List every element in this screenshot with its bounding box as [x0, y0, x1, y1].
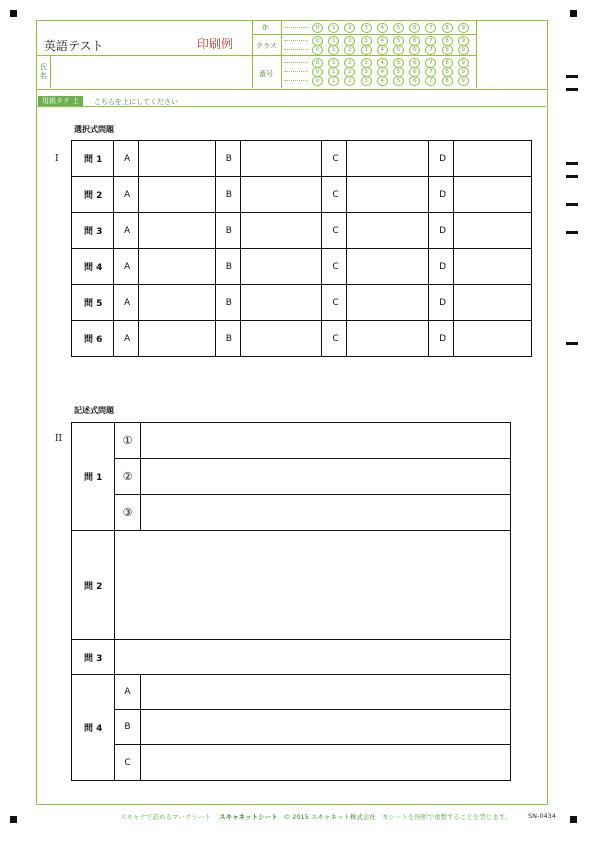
digit-bubble[interactable]: 4	[377, 58, 388, 68]
digit-bubble[interactable]: 9	[458, 76, 469, 86]
mc-option-label: A	[113, 177, 138, 213]
digit-bubble[interactable]: 1	[328, 36, 339, 46]
mc-option-label: A	[113, 285, 138, 321]
dotted-leader	[284, 62, 308, 63]
digit-bubble[interactable]: 5	[393, 67, 404, 77]
registration-mark-bottom-left	[10, 816, 17, 823]
mc-question-label: 問 3	[72, 213, 114, 249]
mc-answer-box[interactable]	[454, 213, 532, 249]
digit-bubble[interactable]: 6	[409, 23, 420, 33]
digit-bubble[interactable]: 1	[328, 67, 339, 77]
digit-bubble[interactable]: 9	[458, 67, 469, 77]
mc-option-label: D	[429, 213, 454, 249]
written-q1-sub2-answer-box[interactable]	[141, 459, 511, 495]
section2-roman: II	[55, 434, 63, 444]
dotted-leader	[284, 80, 308, 81]
registration-mark-bottom-right	[570, 816, 577, 823]
digit-bubble[interactable]: 3	[361, 45, 372, 55]
mc-option-label: B	[215, 177, 240, 213]
digit-bubble[interactable]: 8	[442, 67, 453, 77]
mc-option-label: C	[322, 285, 347, 321]
digit-bubble[interactable]: 2	[344, 76, 355, 86]
footer-left-text: スキャナで読めるマークシート	[120, 813, 211, 821]
mc-answer-box[interactable]	[347, 177, 429, 213]
digit-bubble[interactable]: 4	[377, 67, 388, 77]
digit-bubble[interactable]: 0	[312, 45, 323, 55]
mc-answer-box[interactable]	[454, 177, 532, 213]
digit-bubble[interactable]: 8	[442, 23, 453, 33]
digit-bubble[interactable]: 2	[344, 58, 355, 68]
written-q1-sub3-answer-box[interactable]	[141, 495, 511, 531]
mc-answer-box[interactable]	[138, 141, 215, 177]
orientation-text: こちらを上にしてください	[94, 98, 178, 106]
id-row-divider	[252, 34, 476, 35]
mc-answer-box[interactable]	[454, 141, 532, 177]
mc-option-label: B	[215, 213, 240, 249]
written-q1-sub3-label: ③	[115, 495, 141, 531]
mc-option-label: C	[322, 141, 347, 177]
mc-row	[72, 141, 532, 177]
mc-option-label: C	[322, 249, 347, 285]
mc-option-label: A	[113, 213, 138, 249]
id-row-divider	[252, 55, 476, 56]
mc-option-label: D	[429, 177, 454, 213]
mc-answer-box[interactable]	[240, 321, 322, 357]
mc-question-label: 問 4	[72, 249, 114, 285]
written-q4-label: 問 4	[72, 675, 115, 781]
mc-answer-box[interactable]	[347, 249, 429, 285]
written-answer-table	[71, 422, 511, 781]
digit-bubble[interactable]: 0	[312, 67, 323, 77]
digit-bubble[interactable]: 5	[393, 36, 404, 46]
digit-bubble[interactable]: 1	[328, 23, 339, 33]
test-title: 英語テスト	[44, 39, 104, 53]
mc-option-label: D	[429, 285, 454, 321]
digit-bubble[interactable]: 0	[312, 36, 323, 46]
mc-option-label: B	[215, 141, 240, 177]
section1-title: 選択式問題	[74, 125, 114, 134]
digit-bubble[interactable]: 9	[458, 23, 469, 33]
written-q3-answer-box[interactable]	[115, 640, 511, 675]
mc-row	[72, 285, 532, 321]
number-label: 番号	[259, 70, 273, 78]
digit-bubble[interactable]: 1	[328, 58, 339, 68]
footer-copyright: © 2015 スキャネット株式会社	[283, 813, 376, 821]
mc-option-label: C	[322, 177, 347, 213]
timing-mark	[566, 88, 578, 91]
mc-row	[72, 213, 532, 249]
digit-bubble[interactable]: 0	[312, 76, 323, 86]
mc-answer-box[interactable]	[347, 285, 429, 321]
digit-bubble[interactable]: 8	[442, 36, 453, 46]
digit-bubble[interactable]: 4	[377, 36, 388, 46]
multiple-choice-table	[71, 140, 532, 357]
written-q1-sub1-answer-box[interactable]	[141, 423, 511, 459]
written-q3-label: 問 3	[72, 640, 115, 675]
footer-notice: 本シートを無断で複製することを禁じます。	[381, 813, 512, 821]
mc-option-label: A	[113, 141, 138, 177]
mc-answer-box[interactable]	[138, 285, 215, 321]
written-q1-label: 問 1	[72, 423, 115, 531]
mc-option-label: A	[113, 249, 138, 285]
mc-option-label: B	[215, 285, 240, 321]
mc-answer-box[interactable]	[138, 249, 215, 285]
mc-option-label: A	[113, 321, 138, 357]
digit-bubble[interactable]: 6	[409, 45, 420, 55]
timing-mark	[566, 175, 578, 178]
digit-bubble[interactable]: 5	[393, 45, 404, 55]
mc-row	[72, 249, 532, 285]
mc-answer-box[interactable]	[347, 141, 429, 177]
registration-mark-top-right	[570, 10, 577, 17]
mc-answer-box[interactable]	[240, 141, 322, 177]
timing-mark	[566, 75, 578, 78]
year-label: 年	[262, 24, 269, 32]
digit-bubble[interactable]: 6	[409, 36, 420, 46]
digit-bubble[interactable]: 8	[442, 76, 453, 86]
digit-bubble[interactable]: 5	[393, 58, 404, 68]
orientation-underline	[36, 106, 546, 107]
footer	[120, 812, 511, 821]
digit-bubble[interactable]: 0	[312, 58, 323, 68]
dotted-leader	[284, 27, 308, 28]
section1-roman: I	[55, 154, 59, 164]
digit-bubble[interactable]: 3	[361, 76, 372, 86]
digit-bubble[interactable]: 9	[458, 45, 469, 55]
dotted-leader	[284, 40, 308, 41]
mc-answer-box[interactable]	[454, 321, 532, 357]
digit-bubble[interactable]: 6	[409, 76, 420, 86]
written-q4-sub-b-answer-box[interactable]	[141, 710, 511, 745]
digit-bubble[interactable]: 7	[425, 23, 436, 33]
digit-bubble[interactable]: 9	[458, 58, 469, 68]
written-q1-sub2-label: ②	[115, 459, 141, 495]
digit-bubble[interactable]: 4	[377, 76, 388, 86]
name-label-divider	[50, 56, 51, 88]
digit-bubble[interactable]: 3	[361, 23, 372, 33]
footer-brand: スキャネットシート	[219, 813, 278, 821]
section2-title: 記述式問題	[74, 406, 114, 415]
written-q4-sub-a-answer-box[interactable]	[141, 675, 511, 710]
mc-row	[72, 321, 532, 357]
mc-row	[72, 177, 532, 213]
timing-mark	[566, 203, 578, 206]
mc-option-label: B	[215, 249, 240, 285]
mc-answer-box[interactable]	[240, 285, 322, 321]
mc-question-label: 問 6	[72, 321, 114, 357]
mc-answer-box[interactable]	[454, 249, 532, 285]
digit-bubble[interactable]: 1	[328, 76, 339, 86]
digit-bubble[interactable]: 5	[393, 76, 404, 86]
mc-answer-box[interactable]	[347, 213, 429, 249]
class-label: クラス	[256, 42, 277, 50]
mc-option-label: D	[429, 249, 454, 285]
digit-bubble[interactable]: 6	[409, 67, 420, 77]
mc-answer-box[interactable]	[138, 213, 215, 249]
name-label: 氏 名	[40, 63, 47, 80]
mc-question-label: 問 5	[72, 285, 114, 321]
form-code: SN-0434	[528, 812, 556, 820]
mc-question-label: 問 1	[72, 141, 114, 177]
written-q4-sub-b-label: B	[115, 710, 141, 745]
digit-bubble[interactable]: 5	[393, 23, 404, 33]
written-q1-sub1-label: ①	[115, 423, 141, 459]
timing-mark	[566, 231, 578, 234]
mc-question-label: 問 2	[72, 177, 114, 213]
digit-bubble[interactable]: 8	[442, 58, 453, 68]
written-q2-label: 問 2	[72, 531, 115, 640]
mc-answer-box[interactable]	[454, 285, 532, 321]
digit-bubble[interactable]: 6	[409, 58, 420, 68]
written-q4-sub-c-answer-box[interactable]	[141, 745, 511, 781]
mc-answer-box[interactable]	[240, 249, 322, 285]
mc-answer-box[interactable]	[240, 213, 322, 249]
mc-answer-box[interactable]	[347, 321, 429, 357]
mc-option-label: C	[322, 321, 347, 357]
id-block-divider	[252, 20, 253, 88]
digit-bubble[interactable]: 4	[377, 45, 388, 55]
written-q4-sub-a-label: A	[115, 675, 141, 710]
print-example-label: 印刷例	[197, 37, 234, 51]
mc-option-label: C	[322, 213, 347, 249]
digit-bubble[interactable]: 0	[312, 23, 323, 33]
digit-bubble[interactable]: 2	[344, 23, 355, 33]
timing-mark	[566, 342, 578, 345]
mc-answer-box[interactable]	[240, 177, 322, 213]
digit-bubble[interactable]: 1	[328, 45, 339, 55]
dotted-leader	[284, 49, 308, 50]
digit-bubble[interactable]: 9	[458, 36, 469, 46]
written-q2-answer-box[interactable]	[115, 531, 511, 640]
mc-option-label: B	[215, 321, 240, 357]
orientation-tag: 用紙タテ 上	[38, 96, 83, 106]
digit-bubble[interactable]: 7	[425, 45, 436, 55]
digit-bubble[interactable]: 3	[361, 36, 372, 46]
registration-mark-top-left	[10, 10, 17, 17]
timing-mark	[566, 162, 578, 165]
digit-bubble[interactable]: 7	[425, 76, 436, 86]
digit-bubble[interactable]: 8	[442, 45, 453, 55]
digit-bubble[interactable]: 2	[344, 45, 355, 55]
digit-bubble[interactable]: 3	[361, 67, 372, 77]
mc-option-label: D	[429, 141, 454, 177]
digit-bubble[interactable]: 4	[377, 23, 388, 33]
dotted-leader	[284, 71, 308, 72]
digit-bubble[interactable]: 2	[344, 36, 355, 46]
digit-bubble[interactable]: 7	[425, 67, 436, 77]
digit-bubble[interactable]: 2	[344, 67, 355, 77]
mc-answer-box[interactable]	[138, 177, 215, 213]
written-q4-sub-c-label: C	[115, 745, 141, 781]
digit-bubble[interactable]: 3	[361, 58, 372, 68]
digit-bubble[interactable]: 7	[425, 58, 436, 68]
digit-bubble[interactable]: 7	[425, 36, 436, 46]
id-bubble-right-border	[476, 20, 477, 88]
id-label-divider	[281, 20, 282, 88]
header-divider	[36, 55, 252, 56]
mc-answer-box[interactable]	[138, 321, 215, 357]
mc-option-label: D	[429, 321, 454, 357]
